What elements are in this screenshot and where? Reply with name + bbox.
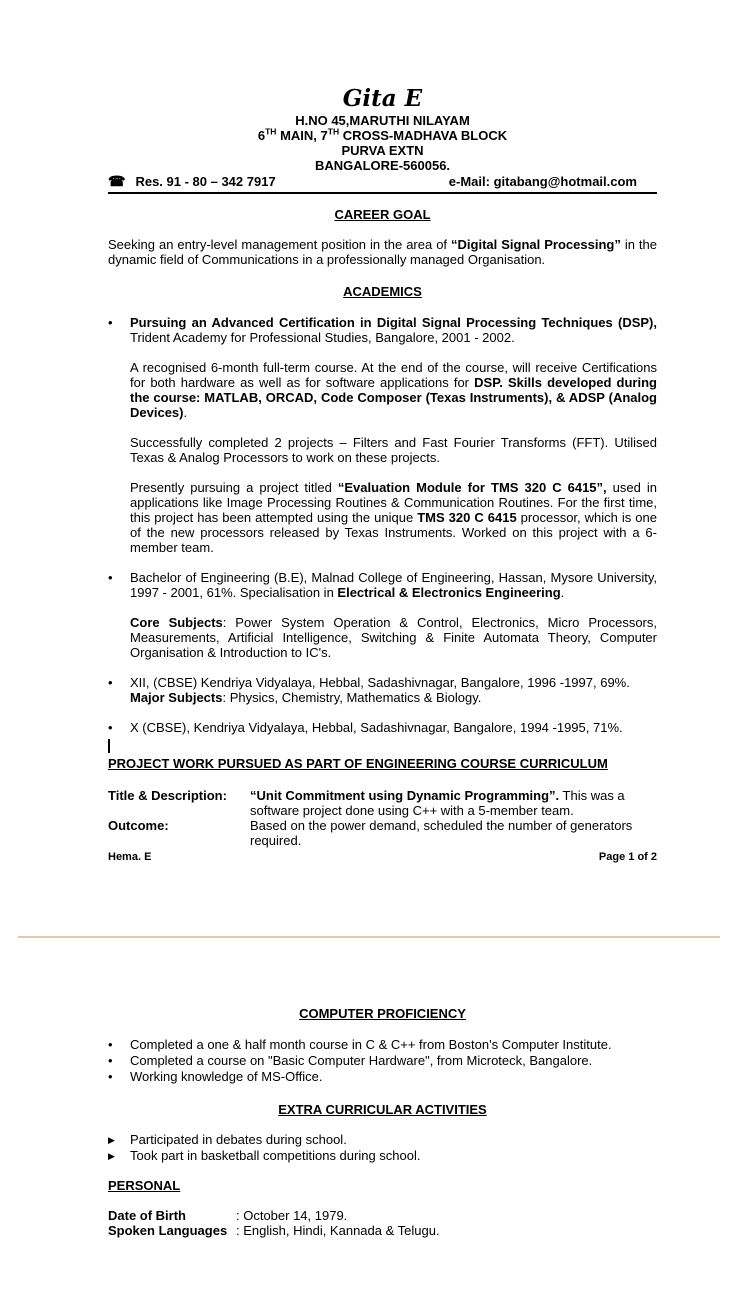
academics-sub-paragraph: A recognised 6-month full-term course. At the end of the course, will receive Certifications for both hardware as well as for software applications for DSP. Skills developed during the course: MATLAB, ORCAD, Code Composer (Texas Instruments), & ADSP (Analog Devices). — [130, 360, 657, 420]
contact-row — [108, 174, 657, 189]
footer-page-number: Page 1 of 2 — [598, 851, 657, 863]
academics-bullet-item — [108, 720, 657, 735]
section-heading-extra-curricular — [108, 1102, 657, 1117]
bullet-dot-icon: • — [108, 570, 113, 585]
section-heading-label: EXTRA CURRICULAR ACTIVITIES — [278, 1102, 487, 1117]
academics-list — [108, 315, 657, 735]
academics-bullet-item — [108, 315, 657, 345]
triangle-bullet-icon: ▶ — [108, 1151, 115, 1161]
academics-bullet-item — [108, 570, 657, 600]
extra-bullet-item — [108, 1132, 657, 1148]
address-line: PURVA EXTN — [341, 143, 424, 158]
career-goal-paragraph: Seeking an entry-level management position in the area of “Digital Signal Processing” in the dynamic field of Communications in a professionally managed Organisation. — [108, 237, 657, 267]
section-heading-label: COMPUTER PROFICIENCY — [299, 1006, 466, 1021]
email-text: e-Mail: gitabang@hotmail.com — [448, 174, 637, 189]
proficiency-bullet-item — [108, 1037, 657, 1053]
project-row-value: Based on the power demand, scheduled the number of generators required. — [250, 818, 633, 848]
project-row-label: Title & Description: — [108, 788, 227, 803]
address-block — [108, 113, 657, 173]
personal-row-label: Spoken Languages — [108, 1223, 228, 1238]
bullet-text: X (CBSE), Kendriya Vidyalaya, Hebbal, Sadashivnagar, Bangalore, 1994 -1995, 71%. — [130, 720, 623, 735]
personal-row — [108, 1208, 657, 1223]
bullet-dot-icon: • — [108, 720, 113, 735]
academics-bullet-item — [108, 675, 657, 705]
bullet-text: Completed a course on "Basic Computer Hardware", from Microteck, Bangalore. — [130, 1053, 593, 1068]
section-heading-computer-proficiency — [108, 1006, 657, 1021]
section-heading-project-work — [108, 756, 657, 771]
page-footer — [108, 851, 657, 864]
text-cursor[interactable] — [108, 739, 110, 753]
personal-row-value: : English, Hindi, Kannada & Telugu. — [236, 1223, 440, 1238]
project-row — [108, 818, 657, 848]
section-heading-academics — [108, 284, 657, 299]
triangle-bullet-icon: ▶ — [108, 1135, 115, 1145]
bullet-text: Participated in debates during school. — [130, 1132, 347, 1147]
section-heading-label: PROJECT WORK PURSUED AS PART OF ENGINEERING COURSE CURRICULUM — [108, 756, 608, 771]
project-row-label: Outcome: — [108, 818, 169, 833]
extra-bullet-item — [108, 1148, 657, 1164]
phone-number: Res. 91 - 80 – 342 7917 — [135, 174, 276, 189]
section-heading-label: ACADEMICS — [343, 284, 422, 299]
document-page-2 — [108, 938, 657, 1238]
bullet-dot-icon: • — [108, 1069, 113, 1084]
section-heading-label: CAREER GOAL — [334, 207, 431, 222]
personal-row-value: : October 14, 1979. — [236, 1208, 348, 1223]
academics-sub-paragraph: Successfully completed 2 projects – Filters and Fast Fourier Transforms (FFT). Utilised Texas & Analog Processors to work on these projects. — [130, 435, 657, 465]
header-divider — [108, 192, 657, 194]
bullet-text: Took part in basketball competitions during school. — [130, 1148, 421, 1163]
document-page-1 — [108, 0, 657, 864]
address-line: H.NO 45,MARUTHI NILAYAM — [295, 113, 470, 128]
personal-table — [108, 1208, 657, 1238]
project-row-value: “Unit Commitment using Dynamic Programming”. This was a software project done using C++ with a 5-member team. — [250, 788, 625, 818]
name-title: Gita E — [342, 85, 423, 112]
telephone-icon: ☎ — [108, 173, 126, 189]
bullet-text: XII, (CBSE) Kendriya Vidyalaya, Hebbal, Sadashivnagar, Bangalore, 1996 -1997, 69%. Major Subjects: Physics, Chemistry, Mathematics & Biology. — [130, 675, 630, 705]
project-row — [108, 788, 657, 818]
computer-proficiency-list — [108, 1037, 657, 1085]
section-heading-career-goal — [108, 207, 657, 222]
bullet-dot-icon: • — [108, 315, 113, 330]
address-line: 6TH MAIN, 7TH CROSS-MADHAVA BLOCK — [257, 126, 508, 143]
proficiency-bullet-item — [108, 1053, 657, 1069]
bullet-dot-icon: • — [108, 1037, 113, 1052]
academics-sub-paragraph: Core Subjects: Power System Operation & Control, Electronics, Micro Processors, Measurements, Artificial Intelligence, Switching & Finite Automata Theory, Computer Organisation & Introduction to IC's. — [130, 615, 657, 660]
address-line: BANGALORE-560056. — [314, 158, 451, 173]
project-table — [108, 788, 657, 848]
bullet-dot-icon: • — [108, 675, 113, 690]
section-heading-personal — [108, 1178, 657, 1193]
bullet-text: Working knowledge of MS-Office. — [130, 1069, 323, 1084]
cursor-line — [108, 739, 657, 754]
bullet-text: Pursuing an Advanced Certification in Digital Signal Processing Techniques (DSP), Trident Academy for Professional Studies, Bangalore, 2001 - 2002. — [130, 315, 657, 345]
section-heading-label: PERSONAL — [108, 1178, 181, 1193]
academics-sub-paragraph: Presently pursuing a project titled “Evaluation Module for TMS 320 C 6415”, used in applications like Image Processing Routines & Communication Routines. For the first time, this project has been attempted using the unique TMS 320 C 6415 processor, which is one of the new processors released by Texas Instruments. Worked on this project with a 6-member team. — [130, 480, 657, 555]
bullet-text: Bachelor of Engineering (B.E), Malnad College of Engineering, Hassan, Mysore University, 1997 - 2001, 61%. Specialisation in Electrical & Electronics Engineering. — [130, 570, 657, 600]
personal-row-label: Date of Birth — [108, 1208, 186, 1223]
proficiency-bullet-item — [108, 1069, 657, 1085]
extra-curricular-list — [108, 1132, 657, 1164]
phone-block — [108, 174, 276, 189]
bullet-text: Completed a one & half month course in C & C++ from Boston's Computer Institute. — [130, 1037, 612, 1052]
footer-author: Hema. E — [108, 851, 152, 863]
bullet-dot-icon: • — [108, 1053, 113, 1068]
personal-row — [108, 1223, 657, 1238]
